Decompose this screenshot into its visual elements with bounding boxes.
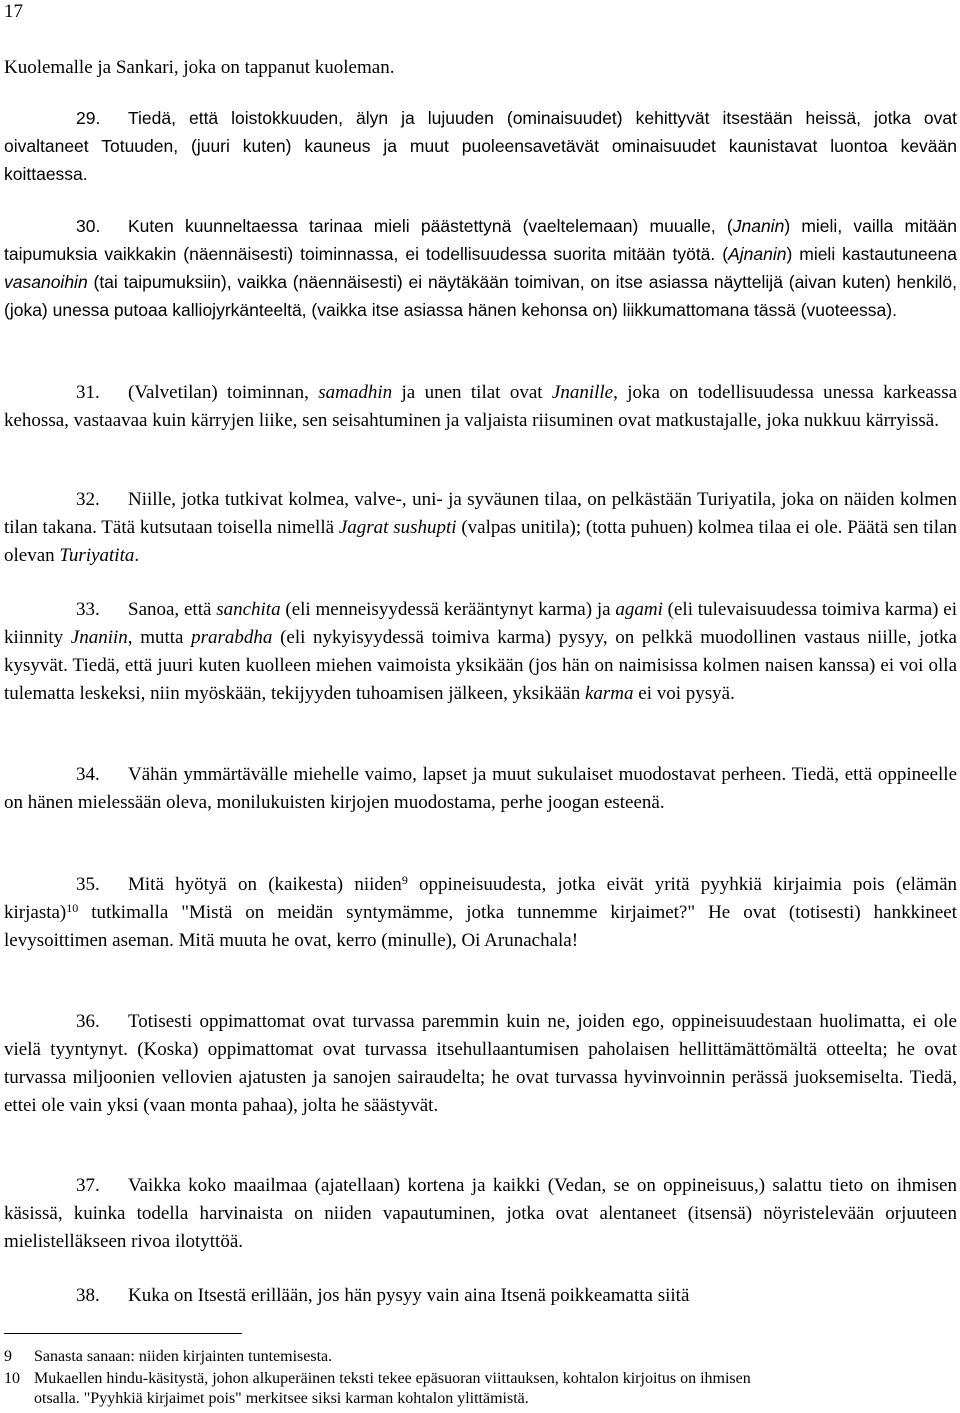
verse-number: 35. [76, 874, 100, 895]
verse-text: , joka on todellisuudessa unessa karkeassa kehossa, vastaavaa kuin kärryjen liike, sen seisahtuminen ja valjaista riisuminen ovat matkustajalle, joka nukkuu kärryissä. [4, 382, 958, 431]
verse-italic: prarabdha [191, 627, 273, 648]
verse-text: Mitä hyötyä on (kaikesta) niiden [128, 874, 402, 895]
verse-number: 37. [76, 1175, 100, 1196]
verse-text: (eli nykyisyydessä toimiva karma) pysyy, on pelkkä muodollinen vastaus niille, jotka kysyvät. Tiedä, että juuri kuten kuolleen miehen vaimoista yksikään (jos hän on naimisissa kolmen naisen kanssa) ei voi olla tulematta leskeksi, niin myöskään, tekijyyden tuhoamisen jälkeen, yksikään [4, 627, 957, 704]
verse-33 [4, 596, 957, 708]
page-number: 17 [4, 1, 23, 22]
dedication-line: Kuolemalle ja Sankari, joka on tappanut kuoleman. [4, 57, 395, 78]
verse-36 [4, 1008, 957, 1120]
footnote-number: 10 [4, 1370, 20, 1387]
verse-number: 36. [76, 1011, 100, 1032]
verse-italic: sanchita [216, 599, 281, 620]
verse-number: 31. [76, 382, 100, 403]
verse-italic: Jnanille [551, 382, 614, 403]
verse-italic: karma [584, 683, 634, 704]
footnote-ref-9[interactable]: 9 [401, 873, 408, 887]
verse-text: (Valvetilan) toiminnan, [128, 382, 319, 403]
verse-number: 38. [76, 1285, 100, 1306]
verse-34 [4, 761, 957, 817]
footnote-text-continued: otsalla. "Pyyhkiä kirjaimet pois" merkitsee siksi karman kohtalon ylittämistä. [34, 1390, 529, 1407]
verse-text: (valpas unitila); (totta puhuen) kolmea tilaa ei ole. Päätä sen tilan olevan [4, 517, 957, 566]
verse-italic: Jnanin [732, 216, 785, 236]
verse-number: 33. [76, 599, 100, 620]
verse-text: Kuten kuunneltaessa tarinaa mieli päästettynä (vaeltelemaan) muualle, ( [128, 216, 733, 236]
footnote-divider [4, 1333, 242, 1334]
verse-29 [4, 104, 957, 188]
verse-35 [4, 871, 957, 955]
verse-text: Tiedä, että loistokkuuden, älyn ja lujuuden (ominaisuudet) kehittyvät itsestään heissä, jotka ovat oivaltaneet Totuuden, (juuri kuten) kauneus ja muut puoleensavetävät ominaisuudet kaunistavat luontoa kevään koittaessa. [4, 108, 957, 184]
verse-text: (tai taipumuksiin), vaikka (näennäisesti) ei näytäkään toimivan, on itse asiassa näyttelijä (aivan kuten) henkilö, (joka) unessa putoaa kalliojyrkänteeltä, (vaikka itse asiassa hänen kehonsa on) liikkumattomana tässä (vuoteessa). [4, 272, 957, 320]
verse-32 [4, 486, 957, 570]
verse-number: 34. [76, 764, 100, 785]
verse-text: . [134, 545, 140, 566]
verse-italic: Jagrat sushupti [338, 517, 457, 538]
verse-italic: Turiyatita [59, 545, 135, 566]
verse-text: , mutta [127, 627, 192, 648]
verse-text: ei voi pysyä. [633, 683, 735, 704]
footnote-10 [4, 1369, 944, 1409]
verse-text: ) mieli, vailla mitään taipumuksia vaikkakin (näennäisesti) toiminnassa, ei todellisuudessa suorita mitään työtä. ( [4, 216, 957, 264]
footnote-text: Mukaellen hindu-käsitystä, johon alkuperäinen teksti tekee epäsuoran viittauksen, kohtalon kirjoitus on ihmisen [34, 1370, 751, 1387]
footnote-number: 9 [4, 1348, 12, 1365]
verse-number: 30. [76, 216, 101, 236]
footnote-ref-10[interactable]: 10 [66, 901, 79, 915]
verse-text: ja unen tilat ovat [392, 382, 552, 403]
verse-text: (eli menneisyydessä kerääntynyt karma) ja [280, 599, 616, 620]
verse-text: Niille, jotka tutkivat kolmea, valve-, uni- ja syväunen tilaa, on pelkästään Turiyatila, joka on näiden kolmen tilan takana. Tätä kutsutaan toisella nimellä [4, 489, 957, 538]
verse-text: Vähän ymmärtävälle miehelle vaimo, lapset ja muut sukulaiset muodostavat perheen. Tiedä, että oppineelle on hänen mielessään oleva, monilukuisten kirjojen muodostama, perhe joogan esteenä. [4, 764, 957, 813]
verse-text: Sanoa, että [128, 599, 217, 620]
verse-30 [4, 212, 957, 324]
footnote-9 [4, 1347, 944, 1367]
verse-italic: agami [615, 599, 663, 620]
verse-number: 32. [76, 489, 100, 510]
verse-text: (eli tulevaisuudessa toimiva karma) ei kiinnity [4, 599, 957, 648]
verse-text: tutkimalla "Mistä on meidän syntymämme, jotka tunnemme kirjaimet?" He ovat (totisesti) hankkineet levysoittimen aseman. Mitä muuta he ovat, kerro (minulle), Oi Arunachala! [4, 902, 957, 951]
verse-number: 29. [76, 108, 101, 128]
verse-37 [4, 1172, 957, 1256]
verse-31 [4, 379, 957, 435]
footnote-text: Sanasta sanaan: niiden kirjainten tuntemisesta. [34, 1348, 333, 1365]
verse-italic: Ajnanin [728, 244, 787, 264]
verse-text: oppineisuudesta, jotka eivät yritä pyyhkiä kirjaimia pois (elämän kirjasta) [4, 874, 957, 923]
verse-38 [4, 1282, 957, 1310]
verse-italic: Jnaniin [70, 627, 128, 648]
verse-text: ) mieli kastautuneena [786, 244, 957, 264]
verse-text: Vaikka koko maailmaa (ajatellaan) kortena ja kaikki (Vedan, se on oppineisuus,) salattu tieto on ihmisen käsissä, kuinka todella harvinaista on niiden vapautuminen, jotka ovat alentaneet (itsensä) nöyristelevään orjuuteen mielistelläkseen rivoa ilotyttöä. [4, 1175, 957, 1252]
verse-text: Kuka on Itsestä erillään, jos hän pysyy vain aina Itsenä poikkeamatta siitä [128, 1285, 690, 1306]
verse-italic: samadhin [318, 382, 393, 403]
verse-italic: vasanoihin [4, 272, 88, 292]
verse-text: Totisesti oppimattomat ovat turvassa paremmin kuin ne, joiden ego, oppineisuudestaan huolimatta, ei ole vielä tyyntynyt. (Koska) oppimattomat ovat turvassa itsehullaantumisen paholaisen hellittämättömältä otteelta; he ovat turvassa miljoonien vellovien ajatusten ja sanojen sairaudelta; he ovat turvassa hyvinvoinnin perässä juoksemiselta. Tiedä, ettei ole vain yksi (vaan monta pahaa), jolta he säästyvät. [4, 1011, 957, 1116]
